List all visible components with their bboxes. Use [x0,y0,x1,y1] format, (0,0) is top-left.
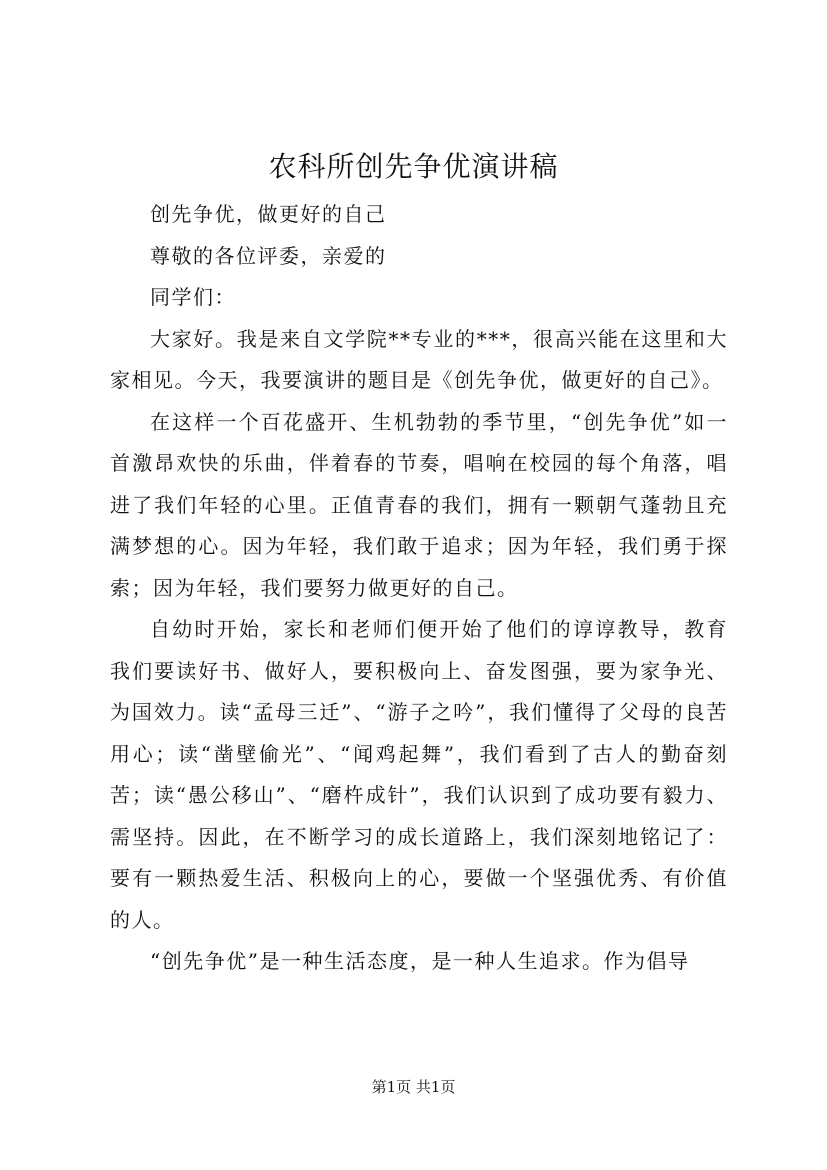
paragraph-subtitle: 创先争优，做更好的自己 [150,202,387,226]
paragraph-salutation-cont: 同学们： [150,285,236,309]
document-title: 农科所创先争优演讲稿 [268,150,559,183]
document-body [110,194,728,983]
page-footer: 第1页 共1页 [371,1078,456,1096]
paragraph-childhood: 自幼时开始，家长和老师们便开始了他们的谆谆教导，教育我们要读好书、做好人，要积极向上、奋发图强，要为家争光、为国效力。读“孟母三迁”、“游子之吟”，我们懂得了父母的良苦用心；读“凿壁偷光”、“闻鸡起舞”，我们看到了古人的勤奋刻苦；读“愚公移山”、“磨杵成针”，我们认识到了成功要有毅力、需坚持。因此，在不断学习的成长道路上，我们深刻地铭记了：要有一颗热爱生活、积极向上的心，要做一个坚强优秀、有价值的人。 [110,617,728,932]
paragraph-season: 在这样一个百花盛开、生机勃勃的季节里，“创先争优”如一首激昂欢快的乐曲，伴着春的节奏，唱响在校园的每个角落，唱进了我们年轻的心里。正值青春的我们，拥有一颗朝气蓬勃且充满梦想的心。因为年轻，我们敢于追求；因为年轻，我们勇于探索；因为年轻，我们要努力做更好的自己。 [110,409,728,600]
paragraph-attitude: “创先争优”是一种生活态度，是一种人生追求。作为倡导 [150,949,690,973]
paragraph-intro: 大家好。我是来自文学院**专业的***，很高兴能在这里和大家相见。今天，我要演讲的题目是《创先争优，做更好的自己》。 [110,326,728,392]
paragraph-salutation: 尊敬的各位评委，亲爱的 [150,243,387,268]
